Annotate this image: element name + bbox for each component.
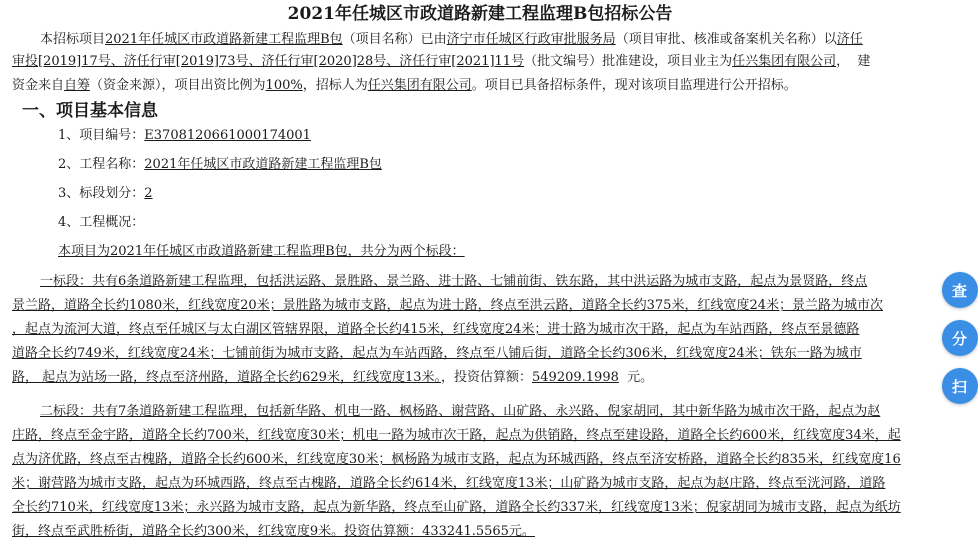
overview-text: 本项目为2021年任城区市政道路新建工程监理B包，共分为两个标段： bbox=[58, 244, 465, 259]
intro-line-1 bbox=[40, 30, 863, 50]
approval-number-b: 审投[2019]17号、济任行审[2019]73号、济任行审[2020]28号、济任行审[2021]11号 bbox=[12, 54, 525, 69]
search-float-button[interactable]: 查 bbox=[942, 272, 978, 308]
project-name-value: 2021年任城区市政道路新建工程监理B包 bbox=[144, 157, 382, 172]
budget-label: ，投资估算额： bbox=[441, 370, 533, 385]
lot2-line: 全长约710米，红线宽度13米；永兴路为城市支路，起点为新华路，终点至山矿路，道路全长约337米，红线宽度13米；倪家胡同为城市支路，起点为纸坊 bbox=[12, 500, 901, 515]
item-project-name bbox=[58, 155, 382, 175]
item-label: 3、标段划分： bbox=[58, 186, 145, 201]
project-name: 2021年任城区市政道路新建工程监理B包 bbox=[105, 32, 343, 47]
lot1-line: ，起点为流河大道，终点至任城区与太白湖区管辖界限，道路全长约415米，红线宽度24米；进士路为城市次干路，起点为车站西路，终点至景德路 bbox=[12, 322, 860, 337]
intro-line-3 bbox=[12, 76, 797, 96]
lot2-line: 庄路，终点至金宇路，道路全长约700米，红线宽度30米；机电一路为城市次干路，起点为供销路，终点至建设路，道路全长约600米，红线宽度34米，起 bbox=[12, 428, 901, 443]
lot1-line: 景兰路，道路全长约1080米，红线宽度20米；景胜路为城市支路，起点为进士路，终点至洪云路，道路全长约375米，红线宽度24米；景兰路为城市次 bbox=[12, 298, 883, 313]
item-lots bbox=[58, 184, 153, 204]
item-overview bbox=[58, 213, 144, 233]
fund-ratio: 100% bbox=[265, 78, 303, 93]
lots-count: 2 bbox=[144, 186, 153, 201]
intro-text: ，招标人为 bbox=[302, 78, 368, 93]
intro-text: ， bbox=[836, 54, 850, 69]
scan-float-button[interactable]: 扫 bbox=[942, 368, 978, 404]
intro-text: （项目名称）已由 bbox=[342, 32, 447, 47]
intro-line-2 bbox=[12, 52, 870, 72]
lot2-line: 二标段：共有7条道路新建工程监理，包括新华路、机电一路、枫杨路、谢营路、山矿路、永兴路、倪家胡同，其中新华路为城市次干路，起点为赵 bbox=[40, 404, 881, 419]
item-label: 2、工程名称： bbox=[58, 157, 145, 172]
intro-text: （批文编号）批准建设，项目业主为 bbox=[524, 54, 733, 69]
lot1-line-last bbox=[12, 368, 653, 388]
approver-name: 济宁市任城区行政审批服务局 bbox=[446, 32, 616, 47]
lot1-budget: 549209.1998 bbox=[532, 370, 619, 385]
intro-text: 建 bbox=[857, 54, 871, 69]
lot1-line: 道路全长约749米，红线宽度24米；七铺前街为城市支路，起点为车站西路，终点至八铺后街，道路全长约306米，红线宽度24米；铁东一路为城市 bbox=[12, 346, 862, 361]
approval-number-a: 济任 bbox=[836, 32, 863, 47]
owner-name: 任兴集团有限公司 bbox=[732, 54, 837, 69]
item-project-code bbox=[58, 126, 311, 146]
page-title: 2021年任城区市政道路新建工程监理B包招标公告 bbox=[287, 4, 673, 24]
lot2-line: 街，终点至武胜桥街，道路全长约300米，红线宽度9米。投资估算额：433241.5565元。 bbox=[12, 524, 535, 539]
lot1-line: 路， 起点为站场一路，终点至济州路，道路全长约629米，红线宽度13米。 bbox=[12, 370, 441, 385]
budget-unit: 元。 bbox=[627, 370, 654, 385]
project-code: E3708120661000174001 bbox=[144, 128, 311, 143]
lot2-line: 米；谢营路为城市支路，起点为环城西路，终点至古槐路，道路全长约614米，红线宽度13米；山矿路为城市支路，起点为赵庄路，终点至洸河路，道路 bbox=[12, 476, 886, 491]
intro-text: 资金来自 bbox=[12, 78, 65, 93]
share-float-button[interactable]: 分 bbox=[942, 320, 978, 356]
item-label: 1、项目编号： bbox=[58, 128, 145, 143]
lot1-line: 一标段：共有6条道路新建工程监理，包括洪运路、景胜路、景兰路、进士路、七铺前街、铁东路，其中洪运路为城市支路，起点为景贤路，终点 bbox=[40, 274, 868, 289]
fund-source: 自筹 bbox=[64, 78, 91, 93]
tenderer-name: 任兴集团有限公司 bbox=[367, 78, 472, 93]
intro-text: 本招标项目 bbox=[40, 32, 106, 47]
intro-text: 。项目已具备招标条件，现对该项目监理进行公开招标。 bbox=[471, 78, 797, 93]
intro-text: （资金来源），项目出资比例为 bbox=[90, 78, 266, 93]
item-label: 4、工程概况： bbox=[58, 215, 145, 230]
section-heading-basic-info: 一、项目基本信息 bbox=[22, 101, 158, 121]
intro-text: （项目审批、核准或备案机关名称）以 bbox=[615, 32, 837, 47]
lot2-line: 点为济优路，终点至古槐路，道路全长约600米，红线宽度30米；枫杨路为城市支路，起点为环城西路，终点至济安桥路，道路全长约835米，红线宽度16 bbox=[12, 452, 901, 467]
